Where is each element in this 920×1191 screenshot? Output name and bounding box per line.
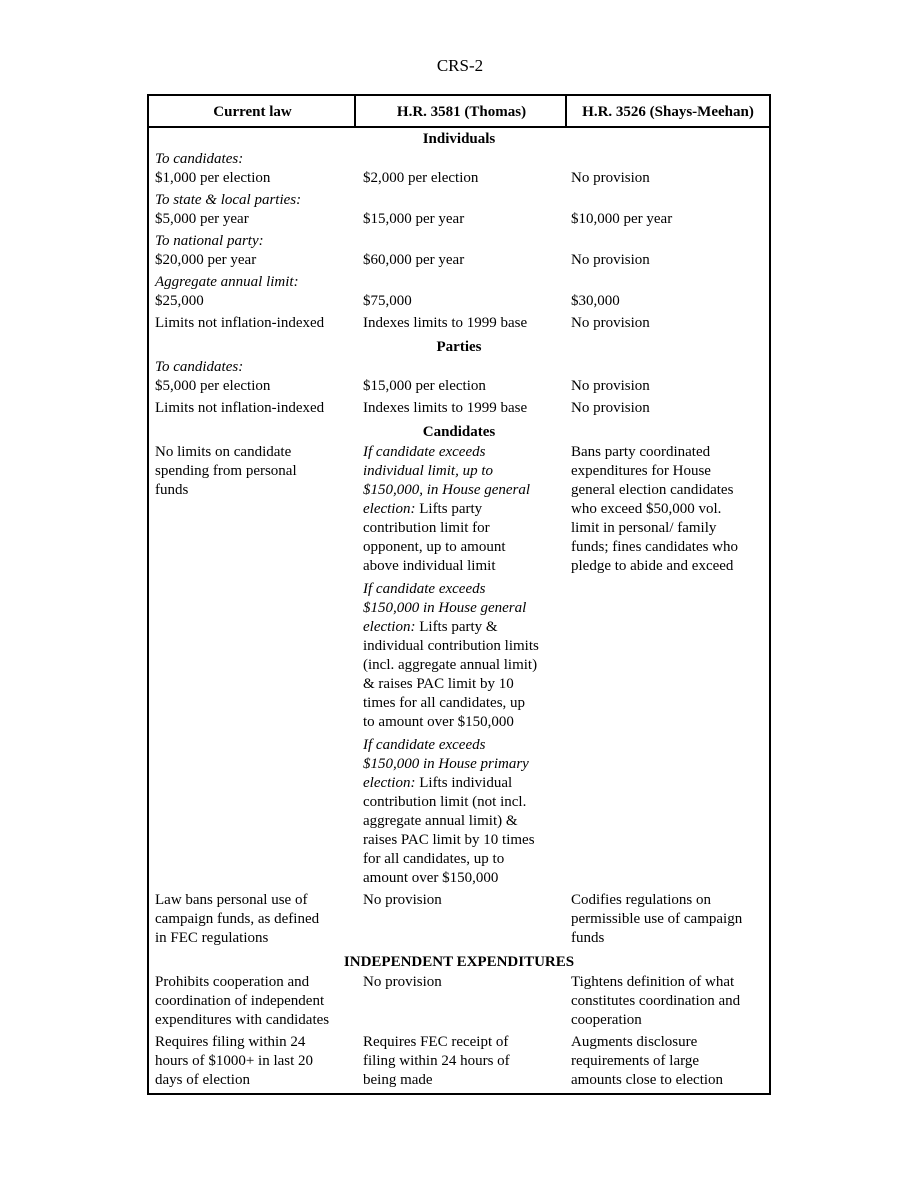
cell-value: Codifies regulations on permissible use of campaign funds bbox=[571, 892, 743, 946]
table-row bbox=[149, 358, 769, 399]
comparison-table bbox=[147, 94, 771, 1095]
cell-value: Prohibits cooperation and coordination of independent expenditures with candidates bbox=[155, 974, 330, 1028]
cell-value: $75,000 bbox=[363, 293, 412, 309]
table-row bbox=[149, 891, 769, 951]
cell-shays-meehan bbox=[566, 150, 769, 188]
cell-value: $25,000 bbox=[155, 293, 204, 309]
cell-value: No provision bbox=[571, 378, 650, 394]
cell-shays-meehan bbox=[566, 314, 769, 333]
cell-value: $15,000 per election bbox=[363, 378, 486, 394]
spacer bbox=[363, 191, 566, 210]
cell-shays-meehan bbox=[566, 273, 769, 311]
cell-shays-meehan bbox=[566, 973, 769, 1030]
cell-value: $60,000 per year bbox=[363, 252, 465, 268]
section-title: Candidates bbox=[422, 424, 496, 440]
cell-value: No provision bbox=[571, 252, 650, 268]
spacer bbox=[363, 232, 566, 251]
spacer bbox=[571, 273, 769, 292]
provision-condition: If candidate exceeds $150,000 in House primary election: bbox=[363, 737, 529, 791]
cell-thomas bbox=[356, 399, 566, 418]
cell-thomas bbox=[356, 273, 566, 311]
cell-value: Requires FEC receipt of filing within 24 hours of being made bbox=[363, 1034, 510, 1088]
table-row bbox=[149, 191, 769, 232]
cell-value: Indexes limits to 1999 base bbox=[363, 315, 528, 331]
row-subheading: To candidates: bbox=[155, 359, 244, 375]
cell-thomas bbox=[356, 973, 566, 1030]
table-body bbox=[149, 128, 769, 1093]
column-header-thomas: H.R. 3581 (Thomas) bbox=[396, 104, 527, 120]
cell-value: $20,000 per year bbox=[155, 252, 257, 268]
table-row bbox=[149, 973, 769, 1033]
provision-block bbox=[363, 443, 566, 576]
cell-value: Limits not inflation-indexed bbox=[155, 400, 325, 416]
spacer bbox=[363, 273, 566, 292]
cell-shays-meehan: Bans party coordinated expenditures for House general election candidates who exceed $50,000 vol. limit in personal/ family funds; fines candidates who pledge to abide and exceed bbox=[571, 444, 739, 574]
section-title: Individuals bbox=[422, 131, 496, 147]
cell-current-law bbox=[149, 399, 356, 418]
table-header-row bbox=[149, 96, 769, 128]
cell-value: Requires filing within 24 hours of $1000+ in last 20 days of election bbox=[155, 1034, 314, 1088]
column-header-current-law: Current law bbox=[213, 104, 292, 120]
cell-thomas bbox=[356, 443, 566, 888]
cell-shays-meehan bbox=[566, 1033, 769, 1090]
table-row bbox=[149, 273, 769, 314]
page-header: CRS-2 bbox=[436, 56, 484, 75]
cell-shays-meehan bbox=[566, 891, 769, 948]
column-header-shays-meehan: H.R. 3526 (Shays-Meehan) bbox=[582, 104, 754, 120]
cell-value: Tightens definition of what constitutes coordination and cooperation bbox=[571, 974, 741, 1028]
header-divider bbox=[565, 96, 567, 128]
cell-current-law bbox=[149, 358, 356, 396]
provision-effect: Lifts individual contribution limit (not incl. aggregate annual limit) & raises PAC limit by 10 times for all candidates, up to amount over $150,000 bbox=[363, 775, 535, 886]
table-row bbox=[149, 399, 769, 421]
provision-effect: Lifts party contribution limit for opponent, up to amount above individual limit bbox=[363, 501, 506, 574]
table-row bbox=[149, 150, 769, 191]
cell-thomas bbox=[356, 358, 566, 396]
cell-value: Indexes limits to 1999 base bbox=[363, 400, 528, 416]
spacer bbox=[571, 358, 769, 377]
row-subheading: Aggregate annual limit: bbox=[155, 274, 299, 290]
cell-current-law bbox=[149, 232, 356, 270]
cell-current-law: No limits on candidate spending from personal funds bbox=[155, 444, 297, 498]
cell-thomas bbox=[356, 150, 566, 188]
spacer bbox=[571, 150, 769, 169]
cell-value: Limits not inflation-indexed bbox=[155, 315, 325, 331]
table-row bbox=[149, 232, 769, 273]
header-divider bbox=[354, 96, 356, 128]
cell-thomas bbox=[356, 232, 566, 270]
cell-value: $1,000 per election bbox=[155, 170, 271, 186]
cell-current-law bbox=[149, 891, 356, 948]
provision-block bbox=[363, 580, 566, 732]
provision-condition: If candidate exceeds individual limit, up to $150,000, in House general election: bbox=[363, 444, 531, 517]
spacer bbox=[571, 191, 769, 210]
row-subheading: To state & local parties: bbox=[155, 192, 302, 208]
cell-thomas bbox=[356, 1033, 566, 1090]
cell-value: $10,000 per year bbox=[571, 211, 673, 227]
cell-shays-meehan bbox=[566, 191, 769, 229]
spacer bbox=[363, 358, 566, 377]
cell-current-law bbox=[149, 1033, 356, 1090]
table-row bbox=[149, 314, 769, 336]
section-title: INDEPENDENT EXPENDITURES bbox=[343, 954, 575, 970]
row-subheading: To national party: bbox=[155, 233, 264, 249]
cell-current-law bbox=[149, 314, 356, 333]
cell-value: $5,000 per election bbox=[155, 378, 271, 394]
table-row bbox=[149, 1033, 769, 1093]
cell-shays-meehan bbox=[566, 399, 769, 418]
cell-value: No provision bbox=[363, 974, 442, 990]
cell-current-law bbox=[149, 191, 356, 229]
provision-block bbox=[363, 736, 566, 888]
provision-effect: Lifts party & individual contribution limits (incl. aggregate annual limit) & raises PAC limit by 10 times for all candidates, up to amount over $150,000 bbox=[363, 619, 539, 730]
cell-value: $30,000 bbox=[571, 293, 620, 309]
cell-value: $5,000 per year bbox=[155, 211, 249, 227]
cell-current-law bbox=[149, 273, 356, 311]
cell-thomas bbox=[356, 891, 566, 948]
cell-value: No provision bbox=[571, 170, 650, 186]
provision-condition: If candidate exceeds $150,000 in House general election: bbox=[363, 581, 527, 635]
cell-value: No provision bbox=[571, 400, 650, 416]
cell-thomas bbox=[356, 191, 566, 229]
cell-current-law bbox=[149, 150, 356, 188]
spacer bbox=[571, 232, 769, 251]
cell-value: $2,000 per election bbox=[363, 170, 479, 186]
cell-value: No provision bbox=[363, 892, 442, 908]
cell-value: No provision bbox=[571, 315, 650, 331]
cell-value: $15,000 per year bbox=[363, 211, 465, 227]
cell-thomas bbox=[356, 314, 566, 333]
cell-value: Law bans personal use of campaign funds, as defined in FEC regulations bbox=[155, 892, 320, 946]
cell-shays-meehan bbox=[566, 232, 769, 270]
spacer bbox=[363, 150, 566, 169]
cell-shays-meehan bbox=[566, 358, 769, 396]
row-subheading: To candidates: bbox=[155, 151, 244, 167]
cell-current-law bbox=[149, 973, 356, 1030]
section-title: Parties bbox=[436, 339, 482, 355]
table-row bbox=[149, 443, 769, 891]
cell-value: Augments disclosure requirements of large amounts close to election bbox=[571, 1034, 724, 1088]
